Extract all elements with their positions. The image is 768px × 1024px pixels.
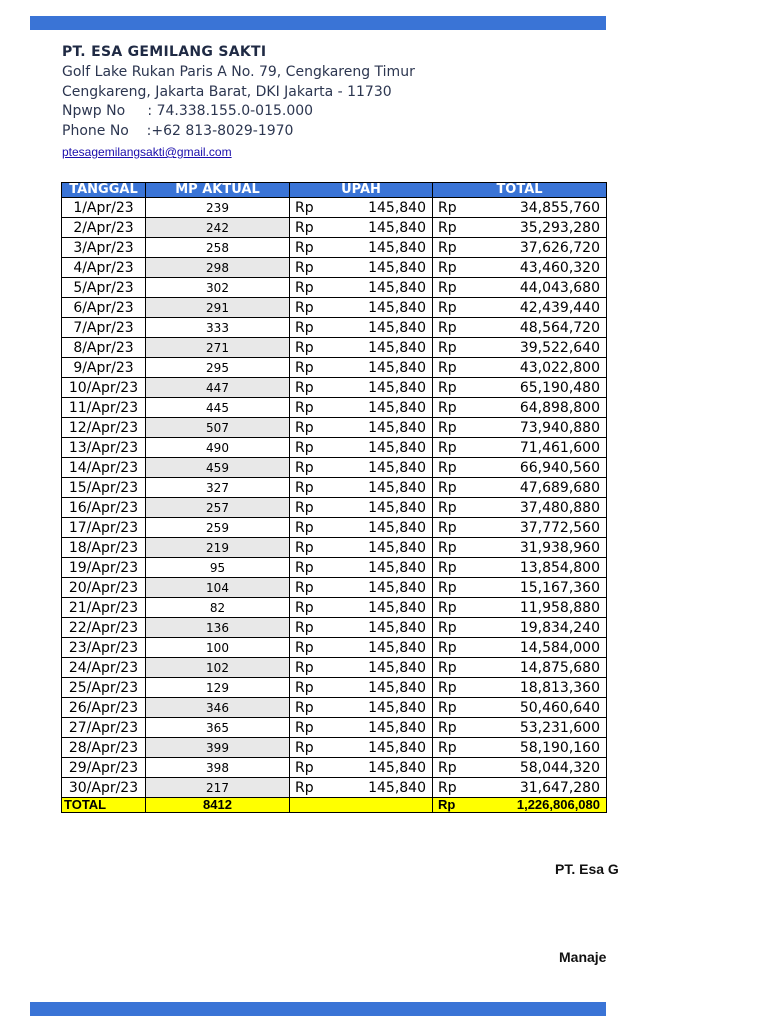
currency-label: Rp [438,379,457,396]
upah-value: 145,840 [368,779,426,796]
upah-value: 145,840 [368,639,426,656]
cell-mp-aktual: 257 [146,498,290,518]
upah-value: 145,840 [368,359,426,376]
currency-label: Rp [438,479,457,496]
total-value: 19,834,240 [519,619,600,636]
cell-total [433,318,607,338]
cell-total [433,718,607,738]
currency-label: Rp [438,319,457,336]
address-line-2: Cengkareng, Jakarta Barat, DKI Jakarta - 11730 [62,83,392,100]
table-row [62,758,607,778]
cell-date: 6/Apr/23 [62,298,146,318]
currency-label: Rp [438,759,457,776]
table-row [62,558,607,578]
company-header [62,44,415,160]
signature-company: PT. Esa G [555,861,619,877]
cell-upah [290,738,433,758]
currency-label: Rp [438,699,457,716]
upah-value: 145,840 [368,659,426,676]
cell-date: 9/Apr/23 [62,358,146,378]
currency-label: Rp [438,679,457,696]
table-row [62,418,607,438]
cell-total [433,738,607,758]
table-row [62,638,607,658]
cell-date: 7/Apr/23 [62,318,146,338]
currency-label: Rp [438,639,457,656]
upah-value: 145,840 [368,279,426,296]
cell-total [433,698,607,718]
upah-value: 145,840 [368,439,426,456]
table-row [62,578,607,598]
cell-upah [290,438,433,458]
cell-total [433,418,607,438]
upah-value: 145,840 [368,699,426,716]
cell-mp-aktual: 327 [146,478,290,498]
currency-label: Rp [438,359,457,376]
cell-upah [290,518,433,538]
total-value: 58,190,160 [519,739,600,756]
upah-value: 145,840 [368,519,426,536]
cell-date: 12/Apr/23 [62,418,146,438]
currency-label: Rp [438,239,457,256]
currency-label: Rp [438,779,457,796]
currency-label: Rp [295,679,314,696]
table-row [62,258,607,278]
upah-value: 145,840 [368,459,426,476]
cell-total [433,638,607,658]
cell-date: 10/Apr/23 [62,378,146,398]
total-value: 64,898,800 [519,399,600,416]
table-row [62,278,607,298]
upah-value: 145,840 [368,479,426,496]
table-row [62,218,607,238]
currency-label: Rp [438,519,457,536]
currency-label: Rp [295,419,314,436]
cell-mp-aktual: 302 [146,278,290,298]
cell-mp-aktual: 333 [146,318,290,338]
upah-value: 145,840 [368,199,426,216]
cell-total [433,658,607,678]
cell-total [433,678,607,698]
cell-date: 20/Apr/23 [62,578,146,598]
total-value: 37,480,880 [519,499,600,516]
cell-date: 8/Apr/23 [62,338,146,358]
currency-label: Rp [438,599,457,616]
table-row [62,598,607,618]
total-value: 65,190,480 [519,379,600,396]
currency-label: Rp [438,659,457,676]
cell-date: 29/Apr/23 [62,758,146,778]
total-value: 42,439,440 [519,299,600,316]
cell-date: 27/Apr/23 [62,718,146,738]
cell-date: 18/Apr/23 [62,538,146,558]
cell-total [433,238,607,258]
table-row [62,498,607,518]
cell-date: 25/Apr/23 [62,678,146,698]
currency-label: Rp [295,479,314,496]
currency-label: Rp [438,439,457,456]
cell-mp-aktual: 271 [146,338,290,358]
currency-label: Rp [295,779,314,796]
currency-label: Rp [438,339,457,356]
column-header-total: TOTAL [433,183,607,198]
cell-total [433,538,607,558]
currency-label: Rp [438,499,457,516]
upah-value: 145,840 [368,299,426,316]
currency-label: Rp [295,319,314,336]
total-value: 11,958,880 [519,599,600,616]
cell-date: 3/Apr/23 [62,238,146,258]
column-header-upah: UPAH [290,183,433,198]
cell-upah [290,418,433,438]
table-row [62,438,607,458]
address-line-1: Golf Lake Rukan Paris A No. 79, Cengkareng Timur [62,64,415,80]
total-value: 37,772,560 [519,519,600,536]
cell-mp-aktual: 399 [146,738,290,758]
cell-mp-aktual: 82 [146,598,290,618]
cell-date: 16/Apr/23 [62,498,146,518]
cell-upah [290,478,433,498]
currency-label: Rp [295,739,314,756]
cell-total [433,458,607,478]
signature-role: Manaje [559,949,607,965]
cell-total [433,478,607,498]
total-value: 18,813,360 [519,679,600,696]
currency-label: Rp [295,599,314,616]
currency-label: Rp [295,499,314,516]
upah-value: 145,840 [368,579,426,596]
currency-label: Rp [295,279,314,296]
cell-upah [290,578,433,598]
total-amount: 1,226,806,080 [516,797,600,812]
cell-mp-aktual: 239 [146,198,290,218]
cell-upah [290,258,433,278]
upah-value: 145,840 [368,239,426,256]
total-value: 43,460,320 [519,259,600,276]
table-row [62,778,607,798]
currency-label: Rp [295,539,314,556]
cell-upah [290,678,433,698]
cell-mp-aktual: 295 [146,358,290,378]
table-row [62,398,607,418]
total-value: 39,522,640 [519,339,600,356]
upah-value: 145,840 [368,499,426,516]
table-row [62,538,607,558]
cell-total [433,758,607,778]
upah-value: 145,840 [368,219,426,236]
cell-upah [290,338,433,358]
total-row [62,798,607,813]
wage-table [61,182,607,813]
cell-upah [290,638,433,658]
total-value: 66,940,560 [519,459,600,476]
email-link[interactable]: ptesagemilangsakti@gmail.com [62,145,232,159]
cell-mp-aktual: 447 [146,378,290,398]
cell-mp-aktual: 217 [146,778,290,798]
table-row [62,338,607,358]
cell-upah [290,278,433,298]
cell-date: 11/Apr/23 [62,398,146,418]
total-value: 73,940,880 [519,419,600,436]
table-row [62,698,607,718]
cell-mp-aktual: 104 [146,578,290,598]
currency-label: Rp [438,399,457,416]
upah-value: 145,840 [368,759,426,776]
table-row [62,298,607,318]
cell-mp-aktual: 100 [146,638,290,658]
table-row [62,318,607,338]
cell-mp-aktual: 129 [146,678,290,698]
currency-label: Rp [295,759,314,776]
total-value: 31,938,960 [519,539,600,556]
currency-label: Rp [295,379,314,396]
total-value: 43,022,800 [519,359,600,376]
cell-upah [290,538,433,558]
cell-upah [290,598,433,618]
cell-date: 17/Apr/23 [62,518,146,538]
table-row [62,458,607,478]
cell-date: 28/Apr/23 [62,738,146,758]
cell-upah [290,198,433,218]
cell-total [433,338,607,358]
currency-label: Rp [438,199,457,216]
cell-total [433,198,607,218]
cell-date: 24/Apr/23 [62,658,146,678]
cell-total [433,778,607,798]
cell-date: 23/Apr/23 [62,638,146,658]
currency-label: Rp [295,519,314,536]
cell-mp-aktual: 298 [146,258,290,278]
bottom-accent-bar [30,1002,606,1016]
cell-date: 22/Apr/23 [62,618,146,638]
table-row [62,358,607,378]
upah-value: 145,840 [368,379,426,396]
upah-value: 145,840 [368,619,426,636]
cell-total [433,218,607,238]
cell-date: 30/Apr/23 [62,778,146,798]
cell-mp-aktual: 95 [146,558,290,578]
cell-total [433,618,607,638]
company-name: PT. ESA GEMILANG SAKTI [62,44,267,60]
currency-label: Rp [295,399,314,416]
cell-mp-aktual: 136 [146,618,290,638]
cell-mp-aktual: 507 [146,418,290,438]
cell-upah [290,318,433,338]
cell-total [433,438,607,458]
total-label: TOTAL [62,798,146,813]
cell-total [433,358,607,378]
cell-date: 13/Apr/23 [62,438,146,458]
cell-upah [290,298,433,318]
table-row [62,378,607,398]
cell-total [433,398,607,418]
table-row [62,618,607,638]
currency-label: Rp [295,339,314,356]
currency-label: Rp [438,619,457,636]
cell-total [433,598,607,618]
cell-date: 2/Apr/23 [62,218,146,238]
cell-total [433,558,607,578]
total-value: 44,043,680 [519,279,600,296]
cell-upah [290,758,433,778]
phone-line: Phone No :+62 813-8029-1970 [62,122,294,139]
currency-label: Rp [295,459,314,476]
total-amount-cell [433,798,607,813]
cell-mp-aktual: 102 [146,658,290,678]
currency-label: Rp [438,219,457,236]
currency-label: Rp [295,699,314,716]
cell-upah [290,718,433,738]
total-mp: 8412 [146,798,290,813]
cell-mp-aktual: 365 [146,718,290,738]
cell-date: 15/Apr/23 [62,478,146,498]
currency-label: Rp [295,259,314,276]
upah-value: 145,840 [368,259,426,276]
cell-upah [290,498,433,518]
upah-value: 145,840 [368,719,426,736]
cell-total [433,498,607,518]
total-value: 48,564,720 [519,319,600,336]
table-row [62,718,607,738]
column-header-tanggal: TANGGAL [62,183,146,198]
currency-label: Rp [438,539,457,556]
upah-value: 145,840 [368,679,426,696]
table-row [62,198,607,218]
top-accent-bar [30,16,606,30]
currency-label: Rp [295,579,314,596]
cell-upah [290,398,433,418]
cell-date: 4/Apr/23 [62,258,146,278]
currency-label: Rp [295,559,314,576]
cell-mp-aktual: 259 [146,518,290,538]
currency-label: Rp [295,299,314,316]
cell-upah [290,218,433,238]
cell-date: 5/Apr/23 [62,278,146,298]
total-value: 37,626,720 [519,239,600,256]
cell-total [433,278,607,298]
cell-mp-aktual: 459 [146,458,290,478]
cell-upah [290,778,433,798]
table-row [62,478,607,498]
cell-total [433,378,607,398]
cell-total [433,518,607,538]
upah-value: 145,840 [368,319,426,336]
currency-label: Rp [438,299,457,316]
total-value: 14,875,680 [519,659,600,676]
upah-value: 145,840 [368,399,426,416]
cell-mp-aktual: 242 [146,218,290,238]
cell-mp-aktual: 291 [146,298,290,318]
currency-label: Rp [438,579,457,596]
cell-upah [290,558,433,578]
cell-total [433,258,607,278]
cell-mp-aktual: 398 [146,758,290,778]
cell-total [433,298,607,318]
cell-date: 26/Apr/23 [62,698,146,718]
total-value: 58,044,320 [519,759,600,776]
total-value: 31,647,280 [519,779,600,796]
total-value: 13,854,800 [519,559,600,576]
currency-label: Rp [295,659,314,676]
upah-value: 145,840 [368,599,426,616]
cell-mp-aktual: 346 [146,698,290,718]
upah-value: 145,840 [368,559,426,576]
currency-label: Rp [295,639,314,656]
cell-date: 1/Apr/23 [62,198,146,218]
cell-mp-aktual: 258 [146,238,290,258]
table-header-row [62,183,607,198]
total-value: 50,460,640 [519,699,600,716]
upah-value: 145,840 [368,539,426,556]
cell-date: 14/Apr/23 [62,458,146,478]
column-header-mp-aktual: MP AKTUAL [146,183,290,198]
currency-label: Rp [438,559,457,576]
total-upah-empty [290,798,433,813]
total-value: 14,584,000 [519,639,600,656]
cell-upah [290,658,433,678]
cell-upah [290,698,433,718]
cell-mp-aktual: 219 [146,538,290,558]
upah-value: 145,840 [368,419,426,436]
cell-date: 21/Apr/23 [62,598,146,618]
total-value: 35,293,280 [519,219,600,236]
total-value: 34,855,760 [519,199,600,216]
currency-label: Rp [295,239,314,256]
npwp-line: Npwp No : 74.338.155.0-015.000 [62,103,314,119]
cell-upah [290,378,433,398]
currency-label: Rp [295,219,314,236]
upah-value: 145,840 [368,339,426,356]
cell-mp-aktual: 490 [146,438,290,458]
currency-label: Rp [295,719,314,736]
currency-label: Rp [438,419,457,436]
currency-label: Rp [438,719,457,736]
currency-label: Rp [295,439,314,456]
cell-upah [290,618,433,638]
table-row [62,518,607,538]
currency-label: Rp [295,619,314,636]
total-value: 47,689,680 [519,479,600,496]
cell-mp-aktual: 445 [146,398,290,418]
table-row [62,658,607,678]
cell-date: 19/Apr/23 [62,558,146,578]
table-row [62,678,607,698]
currency-label: Rp [438,259,457,276]
currency-label: Rp [438,459,457,476]
total-value: 53,231,600 [519,719,600,736]
currency-label: Rp [295,199,314,216]
cell-upah [290,458,433,478]
currency-label: Rp [438,739,457,756]
table-row [62,738,607,758]
total-value: 71,461,600 [519,439,600,456]
total-value: 15,167,360 [519,579,600,596]
table-row [62,238,607,258]
upah-value: 145,840 [368,739,426,756]
cell-upah [290,238,433,258]
cell-upah [290,358,433,378]
currency-label: Rp [295,359,314,376]
cell-total [433,578,607,598]
currency-label: Rp [438,279,457,296]
total-currency: Rp [438,797,456,812]
